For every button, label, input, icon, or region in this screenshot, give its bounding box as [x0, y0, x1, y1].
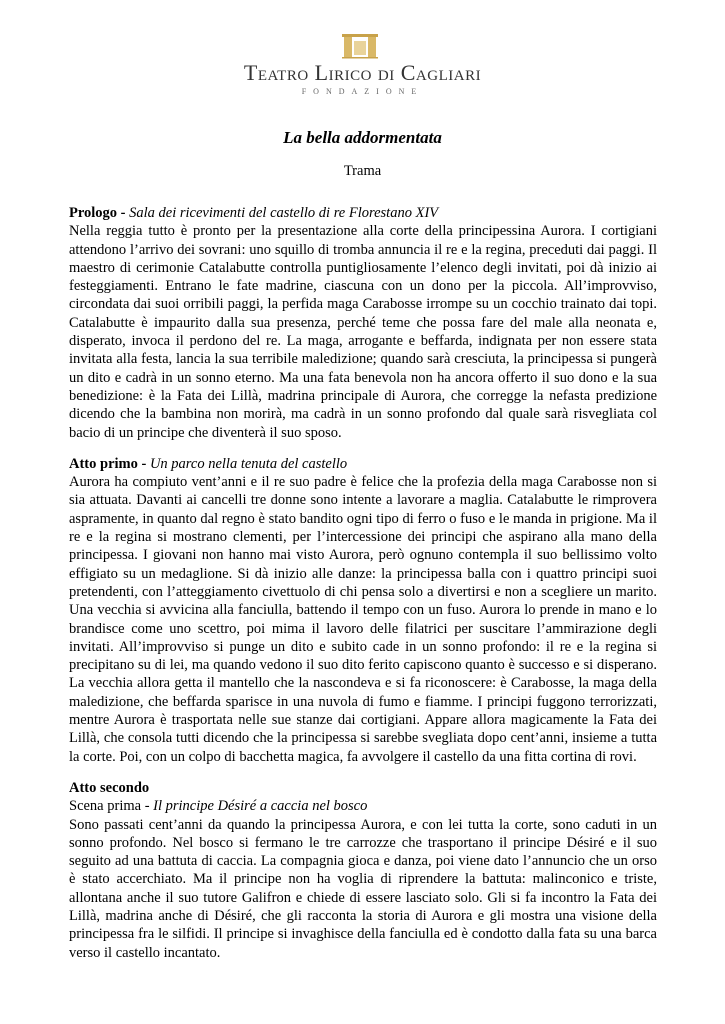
document-body — [69, 204, 657, 975]
document-title: La bella addormentata — [283, 128, 442, 147]
section-atto-secondo — [69, 779, 657, 962]
logo-subtitle: FONDAZIONE — [301, 87, 424, 96]
document-subtitle: Trama — [343, 163, 382, 179]
section-paragraph: Nella reggia tutto è pronto per la presentazione alla corte della principessina Aurora. I cortigiani attendono l’arrivo dei sovrani: uno squillo di tromba annuncia il re e la regina, preceduti dai paggi. Il maestro di cerimonie Catalabutte controlla puntigliosamente l’elenco degli invitati, poi dà inizio ai festeggiamenti. Entrano le fate madrine, ciascuna con un dono per la piccola. All’improvviso, circondata dai suoi orribili paggi, la perfida maga Carabosse irrompe su un cocchio trainato dai topi. Catalabutte è impaurito dalla sua presenza, perché teme che possa fare del male alla neonata e, disperato, invoca il perdono del re. La maga, arrogante e beffarda, indignata per non essere stata invitata alla festa, lancia la sua terribile maledizione; quando sarà cresciuta, la principessa si pungerà un dito e cadrà in un sonno eterno. Ma una fata benevola non ha ancora offerto il suo dono e la sua benedizione: è la Fata dei Lillà, madrina principale di Aurora, che corregge la nefasta predizione dicendo che la bambina non morirà, ma cadrà in un sonno profondo dal quale sarà risvegliata col bacio di un principe che diventerà il suo sposo. — [69, 223, 657, 441]
section-heading — [69, 779, 657, 797]
scene-setting: Il principe Désiré a caccia nel bosco — [153, 798, 368, 815]
section-heading-label: Prologo - — [69, 205, 126, 221]
section-heading-setting: Un parco nella tenuta del castello — [149, 455, 348, 472]
section-paragraph: Sono passati cent’anni da quando la principessa Aurora, e con lei tutta la corte, sono caduti in un sonno profondo. Nel bosco si fermano le tre carrozze che trasportano il principe Désiré e il suo seguito ad una battuta di caccia. La compagnia gioca e danza, poi viene dato l’annuncio che un orso è stato accerchiato. Ma il principe non ha voglia di riprendere la battuta: malinconico e triste, allontana anche il suo tutore Galifron e chiede di essere lasciato solo. Gli si fa incontro la Fata dei Lillà, madrina anche di Désiré, che gli racconta la storia di Aurora e gli mostra una visione della principessa fra le silfidi. Il principe si invaghisce della fanciulla ed è condotto dalla fata su una barca verso il castello incantato. — [69, 816, 657, 961]
section-heading — [69, 204, 657, 222]
logo-title: Teatro Lirico di Cagliari — [243, 60, 482, 85]
section-heading — [69, 455, 657, 473]
section-heading-label: Atto secondo — [69, 779, 150, 796]
section-prologo — [69, 204, 657, 442]
scene-label: Scena prima - — [69, 798, 150, 815]
scene-heading — [69, 797, 657, 815]
section-atto-primo — [69, 455, 657, 766]
theatre-curtain-icon — [340, 32, 380, 60]
section-heading-setting: Sala dei ricevimenti del castello di re Florestano XIV — [129, 205, 439, 221]
section-paragraph: Aurora ha compiuto vent’anni e il re suo padre è felice che la profezia della maga Carabosse non si sia attuata. Davanti ai cancelli tre donne sono intente a lavorare a maglia. Catalabutte le rimprovera aspramente, in quanto dal regno è stato bandito ogni tipo di ferro o fuso e le manda in prigione. Ma il re e la regina si mostrano clementi, per l’intercessione dei principi che aspirano alla mano della principessa. I giovani non hanno mai visto Aurora, però ognuno contempla il suo bellissimo volto effigiato su un medaglione. Si dà inizio alle danze: la principessa balla con i quattro principi suoi pretendenti, con l’atteggiamento civettuolo di chi pensa solo a divertirsi e non a scegliere un marito. Una vecchia si avvicina alla fanciulla, battendo il tempo con un fuso. Aurora lo prende in mano e lo brandisce come uno scettro, poi mima il lavoro delle filatrici per suscitare l’ammirazione degli invitati. All’improvviso si punge un dito e subito cade in un sonno profondo: il re e la regina si precipitano su di lei, ma quando vedono il suo dito ferito capiscono quanto è successo e si disperano. La vecchia allora getta il mantello che la nascondeva e si fa riconoscere: è Carabosse, la maga della maledizione, che beffarda sparisce in una nuvola di fumo e fiamme. I principi fuggono terrorizzati, mentre Aurora è trasportata nelle sue stanze dai cortigiani. Appare allora magicamente la Fata dei Lillà, che consola tutti dicendo che la principessa si sarebbe svegliata dopo cent’anni, insieme a tutta la corte. Poi, con un colpo di bacchetta magica, fa avvolgere il castello da una fitta cortina di rovi. — [69, 474, 657, 765]
section-heading-label: Atto primo - — [69, 455, 147, 472]
